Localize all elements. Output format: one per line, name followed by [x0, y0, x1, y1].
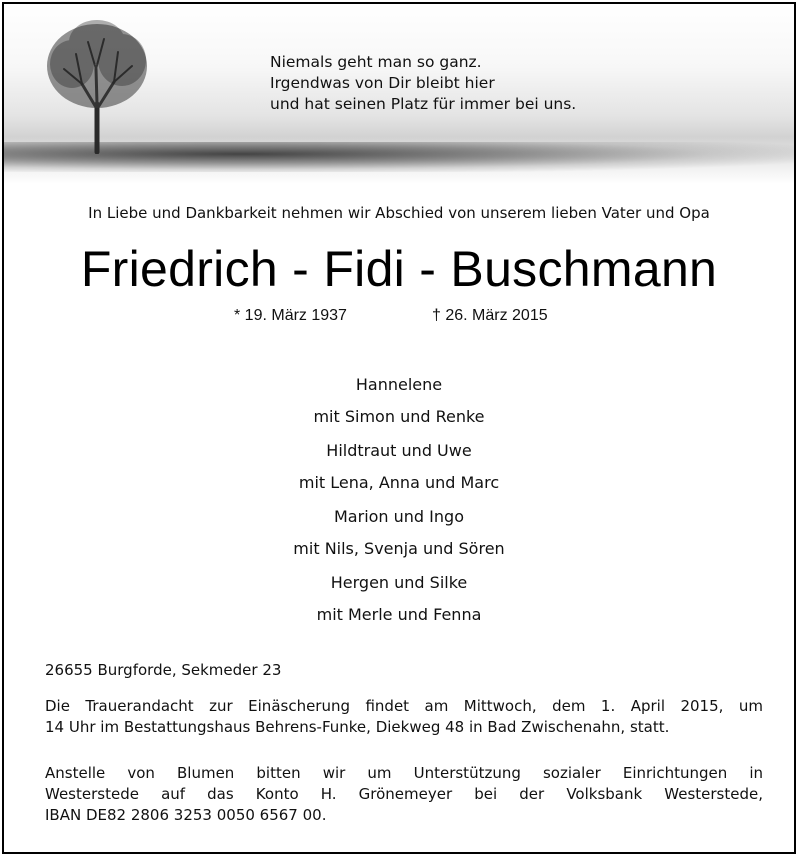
family-name: Hergen und Silke [330, 573, 468, 592]
family-list [4, 369, 794, 631]
obituary-notice [2, 2, 796, 854]
motto-verse [270, 52, 576, 115]
motto-line-1: Niemals geht man so ganz. [270, 53, 482, 71]
banner-image [4, 4, 794, 184]
donation-line-1: Anstelle von Blumen bitten wir um Unterstützung sozialer Einrichtungen in [45, 764, 763, 782]
service-notice [45, 696, 763, 738]
motto-line-2: Irgendwas von Dir bleibt hier [270, 74, 495, 92]
motto-line-3: und hat seinen Platz für immer bei uns. [270, 95, 577, 113]
donation-line-3: IBAN DE82 2806 3253 0050 6567 00. [45, 806, 327, 824]
donation-line-2: Westerstede auf das Konto H. Grönemeyer bei der Volksbank Westerstede, [45, 785, 763, 803]
intro-text: In Liebe und Dankbarkeit nehmen wir Abschied von unserem lieben Vater und Opa [88, 204, 710, 222]
tree-icon [42, 14, 152, 154]
family-address: 26655 Burgforde, Sekmeder 23 [45, 661, 282, 679]
family-name: Marion und Ingo [334, 507, 464, 526]
deceased-name: Friedrich - Fidi - Buschmann [80, 241, 718, 297]
donation-notice [45, 763, 763, 826]
birth-date: * 19. März 1937 [234, 307, 347, 324]
death-date: † 26. März 2015 [432, 307, 548, 324]
family-children: mit Lena, Anna und Marc [298, 473, 500, 492]
family-children: mit Nils, Svenja und Sören [293, 539, 505, 558]
service-line-1: Die Trauerandacht zur Einäscherung findet am Mittwoch, dem 1. April 2015, um [45, 697, 763, 715]
family-name: Hannelene [355, 375, 443, 394]
family-children: mit Merle und Fenna [316, 605, 482, 624]
service-line-2: 14 Uhr im Bestattungshaus Behrens-Funke, Diekweg 48 in Bad Zwischenahn, statt. [45, 718, 670, 736]
family-name: Hildtraut und Uwe [326, 441, 472, 460]
family-children: mit Simon und Renke [313, 407, 485, 426]
